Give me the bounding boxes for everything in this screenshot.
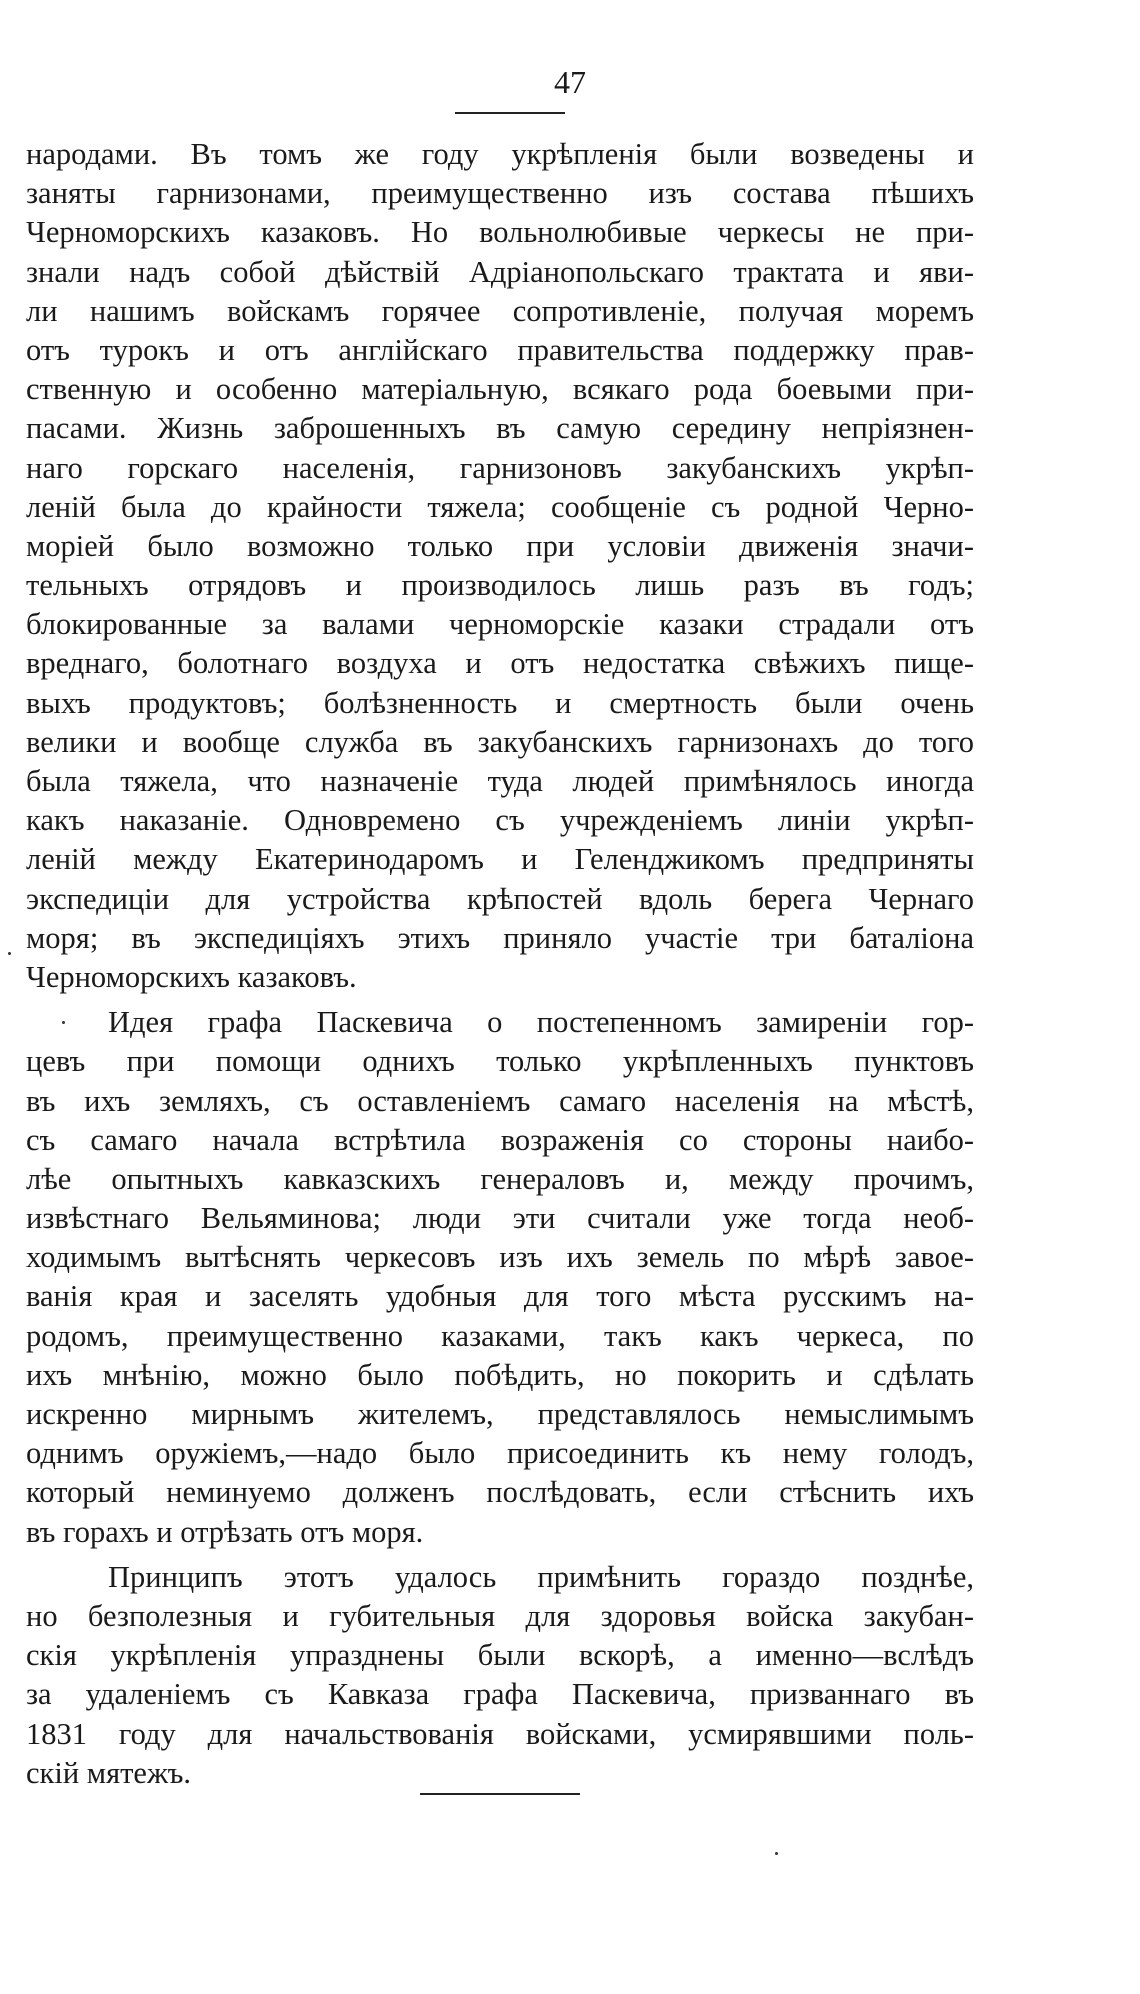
text-line: леній между Екатеринодаромъ и Геленджикомъ предприняты — [26, 842, 974, 877]
text-line: велики и вообще служба въ закубанскихъ гарнизонахъ до того — [26, 724, 974, 759]
text-line: ходимымъ вытѣснять черкесовъ изъ ихъ земель по мѣрѣ завое- — [26, 1240, 974, 1275]
text-line: въ ихъ земляхъ, съ оставленіемъ самаго населенія на мѣстѣ, — [26, 1083, 974, 1118]
text-line: Принципъ этотъ удалось примѣнить гораздо позднѣе, — [108, 1559, 974, 1594]
text-line: ихъ мнѣнію, можно было побѣдить, но покорить и сдѣлать — [26, 1357, 974, 1392]
section-end-rule — [420, 1793, 580, 1795]
text-line: ли нашимъ войскамъ горячее сопротивленіе, получая моремъ — [26, 293, 974, 328]
page-number: 47 — [554, 64, 586, 100]
text-line: родомъ, преимущественно казаками, такъ какъ черкеса, по — [26, 1318, 974, 1353]
paragraph — [26, 135, 974, 997]
text-line: 1831 году для начальствованія войсками, усмирявшими поль- — [26, 1716, 974, 1751]
text-line: Черноморскихъ казаковъ. Но вольнолюбивые черкесы не при- — [26, 215, 974, 250]
text-line: однимъ оружіемъ,—надо было присоединить къ нему голодъ, — [26, 1436, 974, 1471]
text-line: моря; въ экспедиціяхъ этихъ приняло участіе три баталіона — [26, 920, 974, 955]
text-line: заняты гарнизонами, преимущественно изъ состава пѣшихъ — [26, 176, 974, 211]
text-line: леній была до крайности тяжела; сообщеніе съ родной Черно- — [26, 489, 974, 524]
margin-dot — [775, 1852, 778, 1855]
text-line: ственную и особенно матеріальную, всякаго рода боевыми при- — [26, 372, 974, 407]
text-line: моріей было возможно только при условіи движенія значи- — [26, 528, 974, 563]
text-line: выхъ продуктовъ; болѣзненность и смертность были очень — [26, 685, 974, 720]
text-line: скія укрѣпленія упразднены были вскорѣ, а именно—вслѣдъ — [26, 1638, 974, 1673]
text-line: народами. Въ томъ же году укрѣпленія были возведены и — [26, 137, 974, 171]
text-line: тельныхъ отрядовъ и производилось лишь разъ въ годъ; — [26, 568, 974, 603]
body-text — [26, 135, 974, 1793]
text-line: съ самаго начала встрѣтила возраженія со стороны наибо- — [26, 1122, 974, 1157]
text-line: отъ турокъ и отъ англійскаго правительства поддержку прав- — [26, 332, 974, 367]
margin-dot — [8, 952, 11, 955]
paragraph — [26, 1003, 974, 1552]
margin-dot — [62, 1021, 65, 1024]
text-line: знали надъ собой дѣйствій Адріанопольскаго трактата и яви- — [26, 254, 974, 289]
text-line: Идея графа Паскевича о постепенномъ замиреніи гор- — [108, 1005, 974, 1040]
text-line: который неминуемо долженъ послѣдовать, если стѣснить ихъ — [26, 1475, 974, 1510]
text-line: вреднаго, болотнаго воздуха и отъ недостатка свѣжихъ пище- — [26, 646, 974, 681]
text-line: извѣстнаго Вельяминова; люди эти считали уже тогда необ- — [26, 1201, 974, 1236]
text-line: цевъ при помощи однихъ только укрѣпленныхъ пунктовъ — [26, 1044, 974, 1079]
text-line: Черноморскихъ казаковъ. — [26, 959, 357, 994]
text-line: наго горскаго населенія, гарнизоновъ закубанскихъ укрѣп- — [26, 450, 974, 485]
text-line: за удаленіемъ съ Кавказа графа Паскевича, призваннаго въ — [26, 1677, 974, 1712]
paragraph — [26, 1558, 974, 1793]
text-line: но безполезныя и губительныя для здоровья войска закубан- — [26, 1598, 974, 1633]
text-line: была тяжела, что назначеніе туда людей примѣнялось иногда — [26, 764, 974, 798]
text-line: пасами. Жизнь заброшенныхъ въ самую середину непріязнен- — [26, 411, 974, 446]
text-line: искренно мирнымъ жителемъ, представлялось немыслимымъ — [26, 1397, 974, 1431]
text-line: въ горахъ и отрѣзать отъ моря. — [26, 1514, 424, 1549]
text-line: ванія края и заселять удобныя для того мѣста русскимъ на- — [26, 1279, 974, 1314]
text-line: какъ наказаніе. Одновремено съ учрежденіемъ линіи укрѣп- — [26, 803, 974, 838]
text-line: скій мятежъ. — [26, 1755, 192, 1790]
text-line: лѣе опытныхъ кавказскихъ генераловъ и, между прочимъ, — [26, 1161, 974, 1196]
page-number-underline — [455, 112, 565, 114]
text-line: блокированные за валами черноморскіе казаки страдали отъ — [26, 607, 974, 642]
text-line: экспедиціи для устройства крѣпостей вдоль берега Чернаго — [26, 881, 974, 916]
